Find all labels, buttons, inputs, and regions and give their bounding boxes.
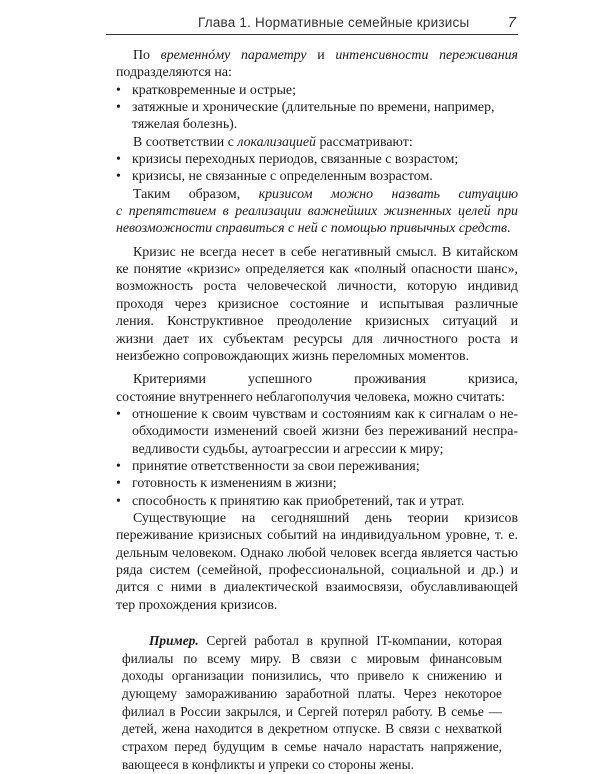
bullet-icon: • xyxy=(116,493,121,509)
paragraph-line: проходя через кризисное состояние и испытывая различные xyxy=(116,296,518,312)
paragraph-line: жизни дает их субъектам ресурсы для личностного роста и xyxy=(116,331,518,347)
paragraph-line: невозможности справиться с ней с помощью привычных средств. xyxy=(116,221,511,237)
list-item-continuation: тяжелая болезнь). xyxy=(132,117,238,133)
paragraph-line: ления. Конструктивное преодоление кризисных ситуаций и xyxy=(116,314,518,330)
page-number: 7 xyxy=(507,14,516,31)
list-item-continuation: ведливости судьбы, аутоагрессии и агрессии к миру; xyxy=(132,441,444,457)
paragraph-line: подразделяются на: xyxy=(116,65,232,81)
paragraph-line: Существующие на сегодняшний день теории кризисов xyxy=(133,510,518,526)
paragraph-line: переживание кризисных событий на индивидуальном уровне, т. е. xyxy=(116,528,518,544)
running-header xyxy=(106,14,518,35)
paragraph-line: дельным человеком. Однако любой человек всегда является частью xyxy=(116,545,518,561)
paragraph-line: с препятствием в реализации важнейших жизненных целей при xyxy=(116,204,518,220)
list-item: • кризисы переходных периодов, связанные с возрастом; xyxy=(116,152,459,168)
chapter-title: Глава 1. Нормативные семейные кризисы xyxy=(198,15,470,30)
list-item: • затяжные и хронические (длительные по времени, например, xyxy=(116,100,495,116)
bullet-icon: • xyxy=(116,152,121,168)
bullet-icon: • xyxy=(116,82,121,98)
paragraph-line: дится с ними в диалектической взаимосвязи, обуславливающей xyxy=(116,580,518,596)
paragraph-line: По временнóму параметру и интенсивности переживания xyxy=(133,48,518,63)
paragraph-line: неизбежно сопровождающих жизнь переломных моментов. xyxy=(116,348,470,364)
list-item: • отношение к своим чувствам и состояниям как к сигналам о не- xyxy=(116,406,518,422)
example-block xyxy=(106,632,518,774)
example-line: страхом перед будущим в семье начало нарастать напряжение, xyxy=(122,739,502,755)
example-line: филиал в России закрылся, и Сергей потерял работу. В семье — xyxy=(122,703,502,719)
list-item: • кратковременные и острые; xyxy=(116,82,296,98)
paragraph-line: Таким образом, кризисом можно назвать ситуацию xyxy=(133,186,518,202)
page-body xyxy=(106,47,518,774)
example-line: дующему замораживанию заработной платы. Через некоторое xyxy=(122,686,502,702)
example-line: филиалы по всему миру. В связи с мировым финансовым xyxy=(122,650,502,666)
list-item: • кризисы, не связанные с определенным возрастом. xyxy=(116,169,433,185)
example-line: детей, жена находится в декретном отпуске. В связи с нехваткой xyxy=(122,721,502,737)
list-item: • готовность к изменениям в жизни; xyxy=(116,476,337,492)
bullet-icon: • xyxy=(116,169,121,185)
paragraph-line: возможность роста человеческой личности, которую индивид xyxy=(116,279,518,295)
paragraph-line: Кризис не всегда несет в себе негативный смысл. В китайском xyxy=(133,244,518,260)
paragraph-line: тер прохождения кризисов. xyxy=(116,597,278,613)
list-item: • принятие ответственности за свои переживания; xyxy=(116,458,420,474)
bullet-icon: • xyxy=(116,476,121,492)
bullet-icon: • xyxy=(116,458,121,474)
paragraph-line: Критериями успешного проживания кризиса, xyxy=(133,372,518,388)
bullet-icon: • xyxy=(116,100,121,116)
paragraph-line: В соответствии с локализацией рассматривают: xyxy=(133,134,413,150)
paragraph-line: состояние внутреннего неблагополучия человека, можно считать: xyxy=(116,389,506,405)
example-line: доходы организации понизились, что привело к снижению и xyxy=(122,668,502,684)
example-line: Пример. Сергей работал в крупной IT-компании, которая xyxy=(149,633,502,648)
bullet-icon: • xyxy=(116,406,121,422)
paragraph-line: ряда систем (семейной, профессиональной, социальной и др.) и xyxy=(116,562,518,578)
list-item: • способность к принятию как приобретений, так и утрат. xyxy=(116,493,465,509)
paragraph-line: ке понятие «кризис» определяется как «полный опасности шанс», xyxy=(116,262,518,278)
example-label: Пример. xyxy=(149,633,199,648)
example-line: вающееся в конфликты и упреки со стороны жены. xyxy=(122,756,414,772)
list-item-continuation: обходимости изменений своей жизни без переживаний неспра- xyxy=(132,424,518,440)
